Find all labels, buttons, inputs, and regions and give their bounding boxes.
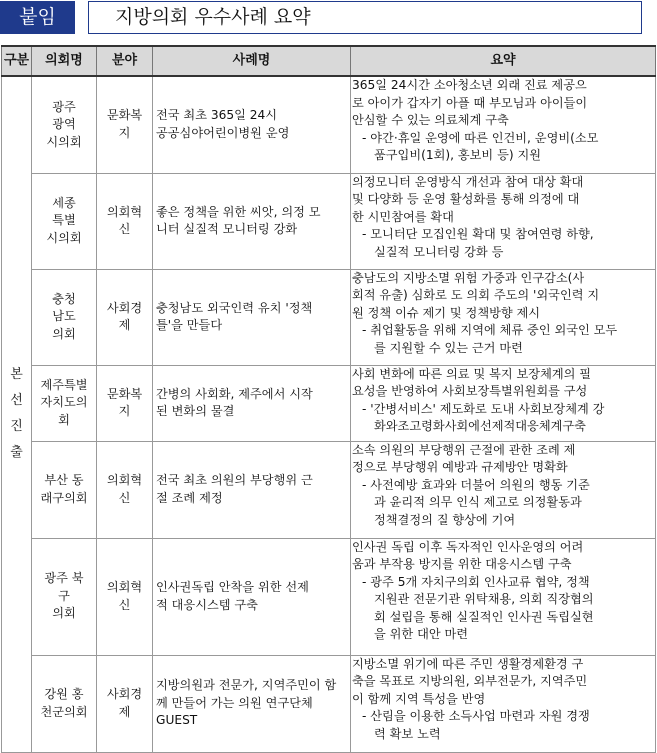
text-line: 남도 xyxy=(52,309,76,324)
bullet-line: 를 지원할 수 있는 근거 마련 xyxy=(374,340,523,355)
text-line: 한 시민참여를 확대 xyxy=(352,209,454,224)
table-row xyxy=(2,441,656,538)
bullet-line: - 사전예방 효과와 더불어 의원의 행동 기준 xyxy=(362,477,590,492)
bullet-line: 을 위한 대안 마련 xyxy=(374,627,469,641)
text-line: 구 xyxy=(58,588,70,603)
council-name-cell xyxy=(32,655,97,752)
summary-cell xyxy=(351,365,656,441)
text-line: 원 정책 이슈 제기 및 정책방향 제시 xyxy=(352,305,541,320)
bullet-line: 품구입비(1회), 홍보비 등) 지원 xyxy=(374,148,542,162)
text-line: 전국 최초 365일 24시 xyxy=(156,108,278,123)
council-name-cell xyxy=(32,269,97,365)
text-line: GUEST xyxy=(156,713,198,728)
case-name-cell xyxy=(153,365,351,441)
case-name-cell xyxy=(153,76,351,173)
bullet-line: - 모니터단 모집인원 확대 및 참여연령 하향, xyxy=(362,227,594,241)
text-line: 축을 목표로 지방의원, 외부전문가, 지역주민 xyxy=(352,674,588,688)
text-line: 충청 xyxy=(52,291,76,306)
column-header: 사례명 xyxy=(153,46,351,76)
category-cell: 본 선 진 출 xyxy=(2,76,32,752)
text-line: 충남도의 지방소멸 위험 가중과 인구감소(사 xyxy=(352,270,585,285)
text-line: 지 xyxy=(118,404,131,418)
text-line: 문화복 xyxy=(106,386,143,401)
text-line: 적 대응시스템 구축 xyxy=(156,597,258,612)
council-name-cell xyxy=(32,538,97,655)
text-line: 사회경 xyxy=(106,687,143,701)
summary-cell xyxy=(351,538,656,655)
text-line: 회적 유출) 심화로 도 의회 주도의 '외국인력 지 xyxy=(352,288,600,302)
council-name-cell xyxy=(32,441,97,538)
text-line: 의회혁 xyxy=(106,473,143,487)
case-name-cell xyxy=(153,538,351,655)
text-line: 광역 xyxy=(52,117,76,131)
bullet-line: - 야간·휴일 운영에 따른 인건비, 운영비(소모 xyxy=(362,130,599,145)
text-line: 충청남도 외국인력 유치 '정책 xyxy=(156,300,313,315)
summary-cell xyxy=(351,76,656,173)
bullet-line: 실질적 모니터링 강화 등 xyxy=(374,244,504,259)
best-practice-table xyxy=(1,45,656,753)
title-box xyxy=(88,1,642,34)
summary-cell xyxy=(351,269,656,365)
text-line: 시의회 xyxy=(46,230,82,245)
table-row xyxy=(2,655,656,752)
text-line: 의회혁 xyxy=(106,204,143,219)
text-line: 인사권 독립 이후 독자적인 인사운영의 어려 xyxy=(352,539,584,554)
document-title: 지방의회 우수사례 요약 xyxy=(115,6,311,28)
summary-bullet xyxy=(352,574,653,644)
text-line: 움과 부작용 방지를 위한 대응시스템 구축 xyxy=(352,557,572,571)
text-line: 천군의회 xyxy=(40,704,88,719)
table-row xyxy=(2,365,656,441)
text-line: 신 xyxy=(118,597,131,612)
bullet-line: - 산림을 이용한 소득사업 마련과 자원 경쟁 xyxy=(362,709,590,723)
case-name-cell xyxy=(153,173,351,269)
text-line: 요성을 반영하여 사회보장특별위원회를 구성 xyxy=(352,384,588,398)
case-name-cell xyxy=(153,269,351,365)
text-line: 로 아이가 갑자기 아플 때 부모님과 아이들이 xyxy=(352,95,588,110)
text-line: 니터 실질적 모니터링 강화 xyxy=(156,222,298,236)
text-line: 광주 북 xyxy=(44,571,84,586)
text-line: 의회혁 xyxy=(106,580,143,594)
text-line: 제 xyxy=(118,318,131,332)
text-line: 신 xyxy=(118,490,131,505)
bullet-line: - 광주 5개 자치구의회 인사교류 협약, 정책 xyxy=(362,574,590,589)
text-line: 소속 의원의 부당행위 근절에 관한 조례 제 xyxy=(352,442,576,457)
council-name-cell xyxy=(32,365,97,441)
case-name-cell xyxy=(153,655,351,752)
field-cell xyxy=(97,173,153,269)
text-line: 래구의회 xyxy=(40,490,88,505)
text-line: 께 만들어 가는 의원 연구단체 xyxy=(156,695,313,710)
attachment-tag: 붙임 xyxy=(0,1,75,34)
text-line: 자치도의 xyxy=(40,395,88,410)
bullet-line: - 취업활동을 위해 지역에 체류 중인 외국인 모두 xyxy=(362,323,618,337)
text-line: 지 xyxy=(118,125,131,140)
summary-bullet xyxy=(352,226,653,261)
bullet-line: 정책결정의 질 향상에 기여 xyxy=(374,512,516,527)
text-line: 회 xyxy=(58,412,70,427)
text-line: 안심할 수 있는 의료체계 구축 xyxy=(352,113,509,127)
bullet-line: 력 확보 노력 xyxy=(374,726,441,741)
summary-bullet xyxy=(352,708,653,743)
field-cell xyxy=(97,538,153,655)
field-cell xyxy=(97,269,153,365)
text-line: 강원 홍 xyxy=(44,687,84,701)
column-header: 분야 xyxy=(97,46,153,76)
council-name-cell xyxy=(32,76,97,173)
summary-bullet xyxy=(352,401,653,436)
summary-cell xyxy=(351,655,656,752)
column-header: 의회명 xyxy=(32,46,97,76)
text-line: 이 함께 지역 특성을 반영 xyxy=(352,691,486,706)
field-cell xyxy=(97,441,153,538)
bullet-line: 지원관 전문기관 위탁채용, 의회 직장협의 xyxy=(374,592,594,606)
column-header: 요약 xyxy=(351,46,656,76)
text-line: 전국 최초 의원의 부당행위 근 xyxy=(156,473,313,487)
summary-cell xyxy=(351,173,656,269)
text-line: 공공심야어린이병원 운영 xyxy=(156,125,290,140)
text-line: 좋은 정책을 위한 씨앗, 의정 모 xyxy=(156,204,321,219)
text-line: 의정모니터 운영방식 개선과 참여 대상 확대 xyxy=(352,174,584,189)
text-line: 신 xyxy=(118,222,131,236)
table-row xyxy=(2,269,656,365)
field-cell xyxy=(97,655,153,752)
document-header xyxy=(0,0,655,36)
text-line: 및 다양화 등 운영 활성화를 통해 의정에 대 xyxy=(352,192,580,206)
council-name-cell xyxy=(32,173,97,269)
summary-bullet xyxy=(352,130,653,165)
text-line: 특별 xyxy=(52,213,76,228)
text-line: 된 변화의 물결 xyxy=(156,404,235,418)
bullet-line: - '간병서비스' 제도화로 도내 사회보장체계 강 xyxy=(362,401,605,416)
text-line: 지방소멸 위기에 따른 주민 생활경제환경 구 xyxy=(352,656,584,671)
summary-bullet xyxy=(352,322,653,357)
text-line: 세종 xyxy=(52,195,76,210)
text-line: 인사권독립 안착을 위한 선제 xyxy=(156,580,309,594)
bullet-line: 화와조고령화사회에선제적대응체계구축 xyxy=(374,419,586,433)
summary-cell xyxy=(351,441,656,538)
text-line: 사회경 xyxy=(106,300,143,315)
text-line: 광주 xyxy=(52,99,76,114)
text-line: 사회 변화에 따른 의료 및 복지 보장체계의 필 xyxy=(352,366,592,381)
text-line: 정으로 부당행위 예방과 규제방안 명확화 xyxy=(352,460,568,474)
table-header-row xyxy=(2,46,656,76)
table-row xyxy=(2,76,656,173)
field-cell xyxy=(97,365,153,441)
text-line: 의회 xyxy=(52,606,76,621)
text-line: 제주특별 xyxy=(40,377,88,392)
bullet-line: 회 설립을 통해 실질적인 인사권 독립실현 xyxy=(374,609,594,624)
text-line: 틀'을 만들다 xyxy=(156,318,223,332)
case-name-cell xyxy=(153,441,351,538)
text-line: 부산 동 xyxy=(44,473,84,487)
column-header: 구분 xyxy=(2,46,32,76)
table-row xyxy=(2,538,656,655)
text-line: 간병의 사회화, 제주에서 시작 xyxy=(156,386,313,401)
text-line: 절 조례 제정 xyxy=(156,490,223,505)
field-cell xyxy=(97,76,153,173)
text-line: 시의회 xyxy=(46,134,82,149)
text-line: 365일 24시간 소아청소년 외래 진료 제공으 xyxy=(352,78,587,92)
summary-bullet xyxy=(352,477,653,530)
text-line: 의회 xyxy=(52,326,76,341)
text-line: 제 xyxy=(118,704,131,719)
text-line: 문화복 xyxy=(106,108,143,123)
bullet-line: 과 윤리적 의무 인식 제고로 의정활동과 xyxy=(374,495,582,509)
table-row xyxy=(2,173,656,269)
text-line: 지방의원과 전문가, 지역주민이 함 xyxy=(156,678,337,693)
